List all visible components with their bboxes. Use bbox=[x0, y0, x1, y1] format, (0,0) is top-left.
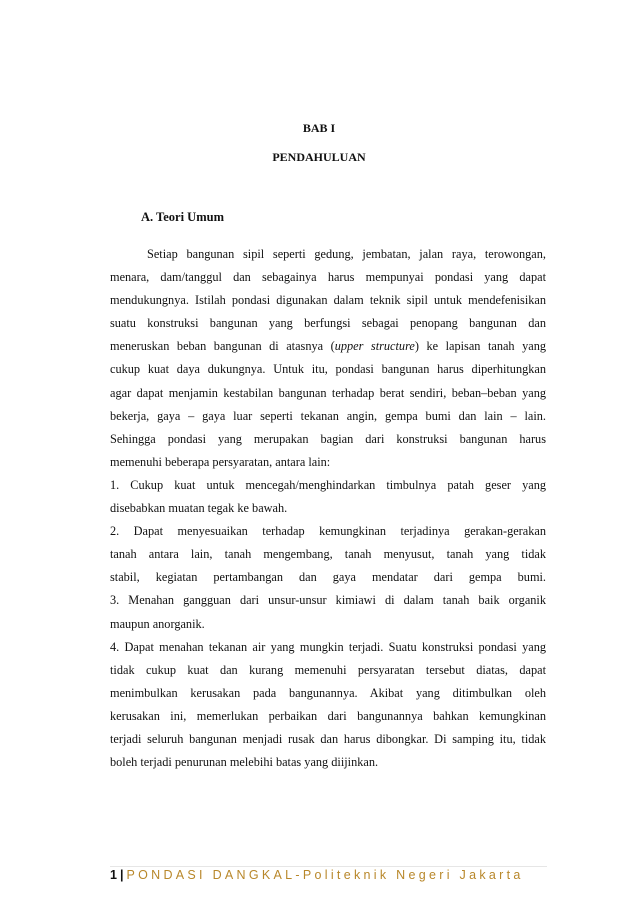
list-item-line: maupun anorganik. bbox=[110, 616, 205, 631]
body-text bbox=[110, 243, 546, 774]
paragraph-line: Setiap bangunan sipil seperti gedung, jembatan, jalan raya, terowongan, bbox=[147, 247, 546, 261]
list-item-line: kerusakan ini, memerlukan perbaikan dari bangunannya bahkan kemungkinan bbox=[110, 708, 546, 723]
list-item-line: tidak cukup kuat dan kurang memenuhi persyaratan tersebut diatas, dapat bbox=[110, 662, 546, 677]
chapter-title: BAB I bbox=[302, 121, 336, 135]
list-item-line: stabil, kegiatan pertambangan dan gaya mendatar dari gempa bumi. bbox=[110, 570, 546, 585]
text-run: ) ke lapisan tanah yang bbox=[414, 339, 546, 354]
list-item-line: menimbulkan kerusakan pada bangunannya. Akibat yang ditimbulkan oleh bbox=[110, 685, 546, 700]
paragraph-line bbox=[110, 335, 546, 358]
paragraph-line: suatu konstruksi bangunan yang berfungsi sebagai penopang bangunan dan bbox=[110, 316, 546, 331]
list-item-line: 4. Dapat menahan tekanan air yang mungkin terjadi. Suatu konstruksi pondasi yang bbox=[110, 639, 546, 654]
footer-separator: | bbox=[119, 868, 124, 882]
list-item-line: 1. Cukup kuat untuk mencegah/menghindarkan timbulnya patah geser yang bbox=[110, 477, 546, 492]
footer-text: PONDASI DANGKAL-Politeknik Negeri Jakarta bbox=[126, 868, 524, 882]
list-item-line: 3. Menahan gangguan dari unsur-unsur kimiawi di dalam tanah baik organik bbox=[110, 593, 546, 608]
section-heading: A. Teori Umum bbox=[141, 210, 224, 224]
page-footer bbox=[110, 868, 524, 882]
italic-term: upper structure bbox=[334, 339, 415, 354]
chapter-subtitle: PENDAHULUAN bbox=[272, 150, 366, 164]
paragraph-line: menara, dam/tanggul dan sebagainya harus mempunyai pondasi yang dapat bbox=[110, 270, 546, 285]
paragraph-line: agar dapat menjamin kestabilan bangunan terhadap berat sendiri, beban–beban yang bbox=[110, 385, 546, 400]
paragraph-line: mendukungnya. Istilah pondasi digunakan dalam teknik sipil untuk mendefenisikan bbox=[110, 293, 546, 308]
list-item-line: 2. Dapat menyesuaikan terhadap kemungkinan terjadinya gerakan-gerakan bbox=[110, 524, 546, 539]
list-item-line: tanah antara lain, tanah mengembang, tanah menyusut, tanah yang tidak bbox=[110, 547, 546, 562]
text-run: meneruskan beban bangunan di atasnya ( bbox=[110, 339, 335, 354]
paragraph-line: cukup kuat daya dukungnya. Untuk itu, pondasi bangunan harus diperhitungkan bbox=[110, 362, 546, 377]
list-item-line: disebabkan muatan tegak ke bawah. bbox=[110, 501, 288, 516]
paragraph-line: Sehingga pondasi yang merupakan bagian dari konstruksi bangunan harus bbox=[110, 431, 546, 446]
paragraph-line: bekerja, gaya – gaya luar seperti tekanan angin, gempa bumi dan lain – lain. bbox=[110, 408, 546, 423]
list-item-line: terjadi seluruh bangunan menjadi rusak dan harus dibongkar. Di samping itu, tidak bbox=[110, 731, 546, 746]
footer-divider bbox=[110, 866, 547, 867]
page-number: 1 bbox=[110, 868, 117, 882]
list-item-line: boleh terjadi penurunan melebihi batas yang diijinkan. bbox=[110, 755, 379, 770]
paragraph-line: memenuhi beberapa persyaratan, antara lain: bbox=[110, 454, 331, 469]
